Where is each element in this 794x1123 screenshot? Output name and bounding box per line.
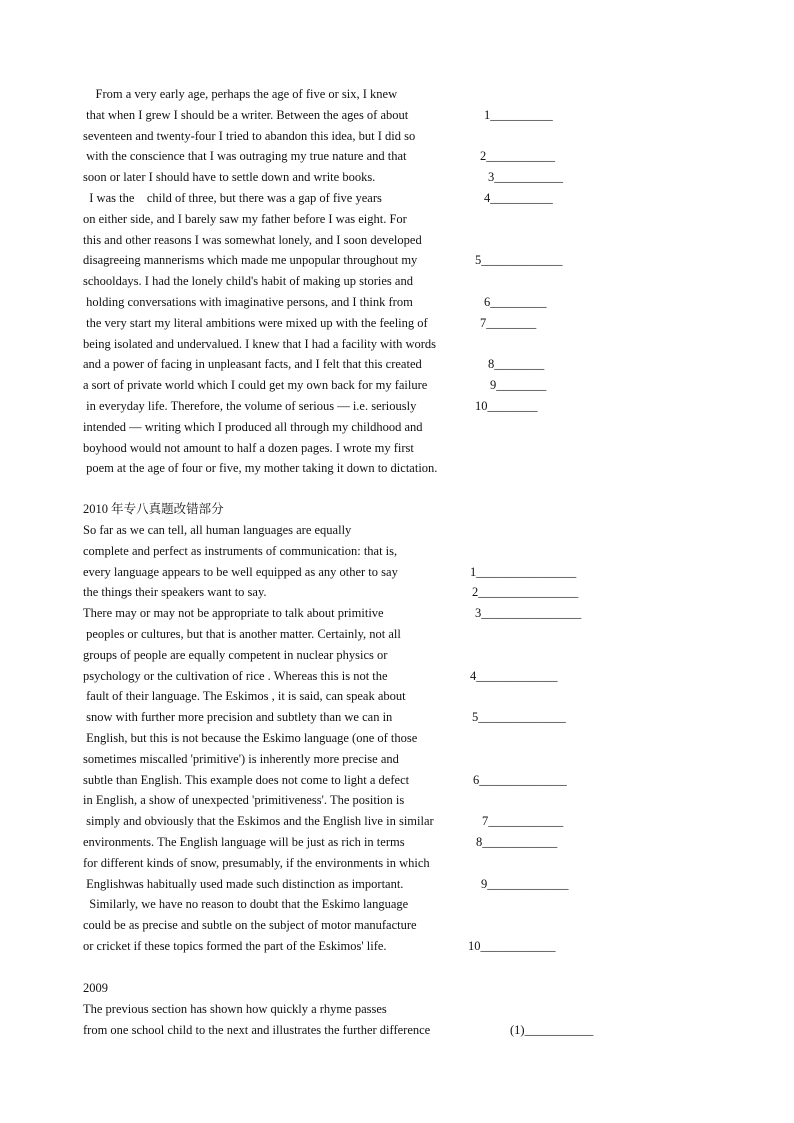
answer-blank[interactable]: 4_____________ xyxy=(470,668,558,683)
text-line xyxy=(0,188,794,208)
text-line xyxy=(0,105,794,125)
line-text: on either side, and I barely saw my father before I was eight. For xyxy=(83,211,407,226)
text-line xyxy=(0,541,794,561)
answer-blank[interactable]: 10________ xyxy=(475,399,538,413)
answer-blank[interactable]: 4__________ xyxy=(484,191,553,205)
line-text: in everyday life. Therefore, the volume of serious — i.e. seriously xyxy=(83,399,417,413)
line-text: From a very early age, perhaps the age of five or six, I knew xyxy=(83,87,398,101)
line-text: soon or later I should have to settle down and write books. xyxy=(83,170,376,185)
text-line xyxy=(0,603,794,623)
text-line xyxy=(0,146,794,166)
line-text: or cricket if these topics formed the part of the Eskimos' life. xyxy=(83,939,387,953)
line-text: The previous section has shown how quickly a rhyme passes xyxy=(83,1002,387,1016)
line-text: and a power of facing in unpleasant facts, and I felt that this created xyxy=(83,357,422,372)
text-line xyxy=(0,894,794,914)
line-text: psychology or the cultivation of rice . Whereas this is not the xyxy=(83,668,388,683)
answer-blank[interactable]: 3________________ xyxy=(475,606,582,621)
section-heading-2009: 2009 xyxy=(83,981,108,995)
line-text: environments. The English language will be just as rich in terms xyxy=(83,835,405,849)
line-text: this and other reasons I was somewhat lonely, and I soon developed xyxy=(83,232,422,247)
answer-blank[interactable]: 6______________ xyxy=(473,772,567,787)
text-line xyxy=(0,707,794,727)
text-line xyxy=(0,874,794,894)
line-text: seventeen and twenty-four I tried to abandon this idea, but I did so xyxy=(83,128,416,143)
line-text: the very start my literal ambitions were mixed up with the feeling of xyxy=(83,315,428,330)
text-line xyxy=(0,645,794,665)
line-text: in English, a show of unexpected 'primitiveness'. The position is xyxy=(83,793,405,808)
answer-blank[interactable]: 5______________ xyxy=(472,710,566,725)
text-line xyxy=(0,417,794,437)
text-line xyxy=(0,126,794,146)
text-line xyxy=(0,790,794,810)
text-line xyxy=(0,582,794,602)
answer-blank[interactable]: (1)___________ xyxy=(510,1023,594,1037)
answer-blank[interactable]: 8________ xyxy=(488,357,545,372)
line-text: I was the child of three, but there was a gap of five years xyxy=(83,191,382,205)
text-line xyxy=(0,832,794,852)
text-line xyxy=(0,770,794,790)
line-text: fault of their language. The Eskimos , it is said, can speak about xyxy=(83,689,406,704)
text-line xyxy=(0,624,794,644)
text-line xyxy=(0,250,794,270)
answer-blank[interactable]: 5_____________ xyxy=(475,253,563,268)
text-line xyxy=(0,853,794,873)
line-text: peoples or cultures, but that is another matter. Certainly, not all xyxy=(83,627,401,641)
answer-blank[interactable]: 7____________ xyxy=(482,814,564,829)
text-line xyxy=(0,438,794,458)
text-line xyxy=(0,749,794,769)
answer-blank[interactable]: 2________________ xyxy=(472,585,579,600)
line-text: being isolated and undervalued. I knew that I had a facility with words xyxy=(83,336,437,351)
text-line xyxy=(0,728,794,748)
text-line xyxy=(0,84,794,104)
text-line xyxy=(0,666,794,686)
text-line xyxy=(0,999,794,1019)
line-text: from one school child to the next and illustrates the further difference xyxy=(83,1023,431,1037)
line-text: subtle than English. This example does not come to light a defect xyxy=(83,772,410,787)
answer-blank[interactable]: 9________ xyxy=(490,378,547,393)
line-text: complete and perfect as instruments of communication: that is, xyxy=(83,543,398,558)
text-line xyxy=(0,375,794,395)
text-line xyxy=(0,209,794,229)
text-line xyxy=(0,230,794,250)
text-line xyxy=(0,915,794,935)
text-line xyxy=(0,562,794,582)
line-text: There may or may not be appropriate to talk about primitive xyxy=(83,606,384,621)
line-text: every language appears to be well equipped as any other to say xyxy=(83,564,398,579)
line-text: boyhood would not amount to half a dozen pages. I wrote my first xyxy=(83,440,414,455)
line-text: So far as we can tell, all human languages are equally xyxy=(83,523,352,537)
text-line xyxy=(0,520,794,540)
text-line xyxy=(0,396,794,416)
line-text: groups of people are equally competent in nuclear physics or xyxy=(83,647,388,662)
section-heading-2010: 2010 年专八真题改错部分 xyxy=(83,502,224,516)
answer-blank[interactable]: 3___________ xyxy=(488,170,563,185)
line-text: snow with further more precision and subtlety than we can in xyxy=(83,710,393,725)
text-line xyxy=(0,292,794,312)
text-line xyxy=(0,167,794,187)
answer-blank[interactable]: 1__________ xyxy=(484,107,553,122)
text-line xyxy=(0,936,794,956)
line-text: schooldays. I had the lonely child's habit of making up stories and xyxy=(83,274,413,289)
line-text: the things their speakers want to say. xyxy=(83,585,267,600)
text-line xyxy=(0,354,794,374)
answer-blank[interactable]: 2___________ xyxy=(480,149,555,164)
line-text: English, but this is not because the Eskimo language (one of those xyxy=(83,731,418,745)
text-line xyxy=(0,313,794,333)
line-text: poem at the age of four or five, my mother taking it down to dictation. xyxy=(83,461,438,476)
answer-blank[interactable]: 7________ xyxy=(480,315,537,330)
answer-blank[interactable]: 1________________ xyxy=(470,564,577,579)
line-text: that when I grew I should be a writer. Between the ages of about xyxy=(83,107,409,122)
line-text: simply and obviously that the Eskimos and the English live in similar xyxy=(83,814,434,829)
text-line xyxy=(0,271,794,291)
line-text: with the conscience that I was outraging my true nature and that xyxy=(83,149,407,164)
line-text: a sort of private world which I could get my own back for my failure xyxy=(83,378,428,393)
line-text: Englishwas habitually used made such distinction as important. xyxy=(83,876,404,891)
line-text: intended — writing which I produced all through my childhood and xyxy=(83,419,423,434)
line-text: Similarly, we have no reason to doubt that the Eskimo language xyxy=(83,897,409,912)
answer-blank[interactable]: 10____________ xyxy=(468,939,556,953)
line-text: for different kinds of snow, presumably, if the environments in which xyxy=(83,855,430,870)
text-line xyxy=(0,458,794,478)
text-line xyxy=(0,811,794,831)
line-text: holding conversations with imaginative persons, and I think from xyxy=(83,295,413,309)
text-line xyxy=(0,334,794,354)
answer-blank[interactable]: 8____________ xyxy=(476,835,558,849)
answer-blank[interactable]: 6_________ xyxy=(484,295,547,309)
text-line xyxy=(0,1020,794,1040)
text-line xyxy=(0,686,794,706)
answer-blank[interactable]: 9_____________ xyxy=(481,876,569,891)
line-text: disagreeing mannerisms which made me unpopular throughout my xyxy=(83,253,418,268)
line-text: could be as precise and subtle on the subject of motor manufacture xyxy=(83,918,417,933)
line-text: sometimes miscalled 'primitive') is inherently more precise and xyxy=(83,751,399,766)
